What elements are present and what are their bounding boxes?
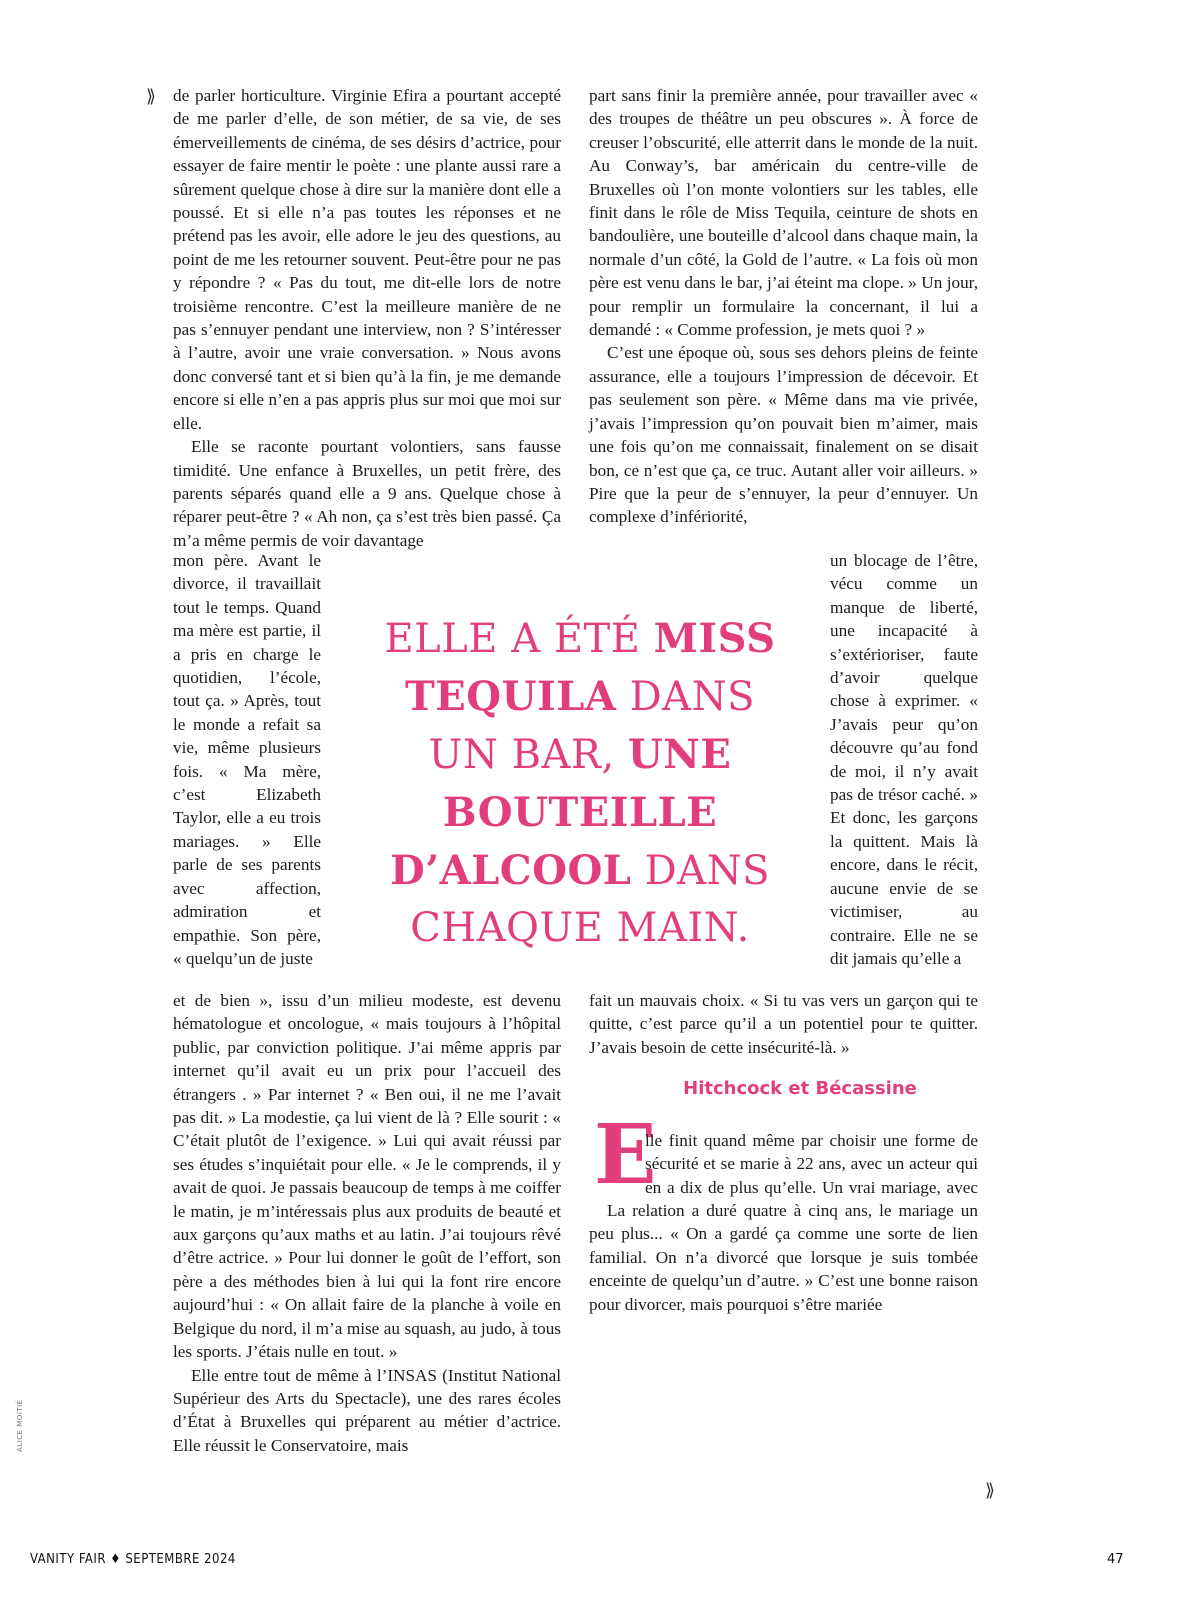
page-number: 47	[1107, 1552, 1124, 1567]
paragraph: C’est une époque où, sous ses dehors pleins de feinte assurance, elle a toujours l’impression de décevoir. Et pas seulement son père. « Même dans ma vie privée, j’avais l’impression qu’on pouvait bien m’aimer, mais une fois qu’on me connaissait, finalement on se disait bon, ce n’est que ça, ce truc. Autant aller voir ailleurs. » Pire que la peur de s’ennuyer, la peur d’ennuyer. Un complexe d’infériorité,	[589, 343, 978, 527]
right-column-top	[589, 84, 978, 529]
pull-quote-line: D’ALCOOL DANS	[390, 847, 770, 894]
section-heading: Hitchcock et Bécassine	[683, 1078, 917, 1099]
paragraph: La relation a duré quatre à cinq ans, le mariage un peu plus... « On a gardé ça comme une sorte de lien familial. On n’a divorcé que lorsque je suis tombée enceinte de quelqu’un d’autre. » C’est une bonne raison pour divorcer, mais pourquoi s’être mariée	[589, 1201, 978, 1314]
continue-arrow-icon: ⟫	[985, 1480, 996, 1501]
paragraph: Elle entre tout de même à l’INSAS (Institut National Supérieur des Arts du Spectacle), une des rares écoles d’État à Bruxelles qui préparent au métier d’actrice. Elle réussit le Conservatoire, mais	[173, 1365, 561, 1455]
pull-quote-line: BOUTEILLE	[442, 789, 718, 836]
right-column-after-quote	[589, 989, 978, 1059]
continued-arrow-icon: ⟫	[146, 86, 157, 107]
paragraph: un blocage de l’être, vécu comme un manque de liberté, une incapacité à s’extérioriser, faute d’avoir quelque chose à exprimer. « J’avais peur qu’on découvre qu’au fond de moi, il n’y avait pas de trésor caché. » Et donc, les garçons la quittent. Mais là encore, dans le récit, aucune envie de se victimiser, au contraire. Elle ne se dit jamais qu’elle a	[830, 551, 978, 968]
dropcap-paragraph-rest	[589, 1199, 978, 1316]
dropcap-paragraph-head	[645, 1129, 978, 1199]
pull-quote-line: UN BAR, UNE	[428, 731, 732, 778]
footer-publication: VANITY FAIR ♦ SEPTEMBRE 2024	[30, 1552, 236, 1567]
right-column-narrow	[830, 549, 978, 970]
left-column-top	[173, 84, 561, 552]
pull-quote	[370, 610, 790, 957]
photo-credit: ALICE MOITIÉ	[16, 1399, 24, 1452]
left-column-narrow	[173, 549, 321, 970]
pull-quote-line: CHAQUE MAIN.	[410, 905, 750, 951]
paragraph: fait un mauvais choix. « Si tu vas vers un garçon qui te quitte, c’est parce qu’il a un potentiel pour te quitter. J’avais besoin de cette insécurité-là. »	[589, 991, 978, 1057]
paragraph: lle finit quand même par choisir une forme de sécurité et se marie à 22 ans, avec un acteur qui en a dix de plus qu’elle. Un vrai mariage, avec	[645, 1131, 978, 1197]
pull-quote-line: ELLE A ÉTÉ MISS	[384, 615, 776, 662]
paragraph: et de bien », issu d’un milieu modeste, est devenu hématologue et oncologue, « mais toujours à l’hôpital public, par conviction politique. J’ai même appris par internet qu’il avait eu un prix pour l’accueil des étrangers . » Par internet ? « Ben oui, il ne me l’avait pas dit. » La modestie, ça lui vient de là ? Elle sourit : « C’était plutôt de l’exigence. » Lui qui avait réussi par ses études s’inquiétait pour elle. « Je le comprends, il y avait de quoi. Je passais beaucoup de temps à me coiffer le matin, je m’intéressais plus aux produits de beauté et aux garçons qu’aux maths et au latin. J’ai toujours rêvé d’être actrice. » Pour lui donner le goût de l’effort, son père a des méthodes bien à lui qui la font rire encore aujourd’hui : « On allait faire de la planche à voile en Belgique du nord, il m’a mise au squash, au judo, à tous les sports. J’étais nulle en tout. »	[173, 991, 561, 1362]
paragraph: Elle se raconte pourtant volontiers, sans fausse timidité. Une enfance à Bruxelles, un petit frère, des parents séparés quand elle a 9 ans. Quelque chose à réparer peut-être ? « Ah non, ça s’est très bien passé. Ça m’a même permis de voir davantage	[173, 437, 561, 550]
paragraph: part sans finir la première année, pour travailler avec « des troupes de théâtre un peu obscures ». À force de creuser l’obscurité, elle atterrit dans le monde de la nuit. Au Conway’s, bar américain du centre-ville de Bruxelles où l’on monte volontiers sur les tables, elle finit dans le rôle de Miss Tequila, ceinture de shots en bandoulière, une bouteille d’alcool dans chaque main, la normale d’un côté, la Gold de l’autre. « La fois où mon père est venu dans le bar, j’ai éteint ma clope. » Un jour, pour remplir un formulaire la concernant, il lui a demandé : « Comme profession, je mets quoi ? »	[589, 86, 978, 340]
paragraph: mon père. Avant le divorce, il travaillait tout le temps. Quand ma mère est partie, il a pris en charge le quotidien, l’école, tout ça. » Après, tout le monde a refait sa vie, même plusieurs fois. « Ma mère, c’est Elizabeth Taylor, elle a eu trois mariages. » Elle parle de ses parents avec affection, admiration et empathie. Son père, « quelqu’un de juste	[173, 551, 321, 968]
paragraph: de parler horticulture. Virginie Efira a pourtant accepté de me parler d’elle, de son métier, de sa vie, de ses émerveillements de cinéma, de ses désirs d’actrice, pour essayer de faire mentir le poète : une plante aussi rare a sûrement quelque chose à dire sur la manière dont elle a poussé. Et si elle n’a pas toutes les réponses et ne prétend pas les avoir, elle adore le jeu des questions, au point de me les retourner souvent. Peut-être pour ne pas y répondre ? « Pas du tout, me dit-elle lors de notre troisième rencontre. C’est la meilleure manière de ne pas s’ennuyer pendant une interview, non ? S’intéresser à l’autre, avoir une vraie conversation. » Nous avons donc conversé tant et si bien qu’à la fin, je me demande encore si elle n’en a pas appris plus sur moi que moi sur elle.	[173, 86, 561, 433]
left-column-bottom	[173, 989, 561, 1457]
pull-quote-line: TEQUILA DANS	[405, 673, 755, 720]
drop-cap: E	[594, 1107, 657, 1203]
